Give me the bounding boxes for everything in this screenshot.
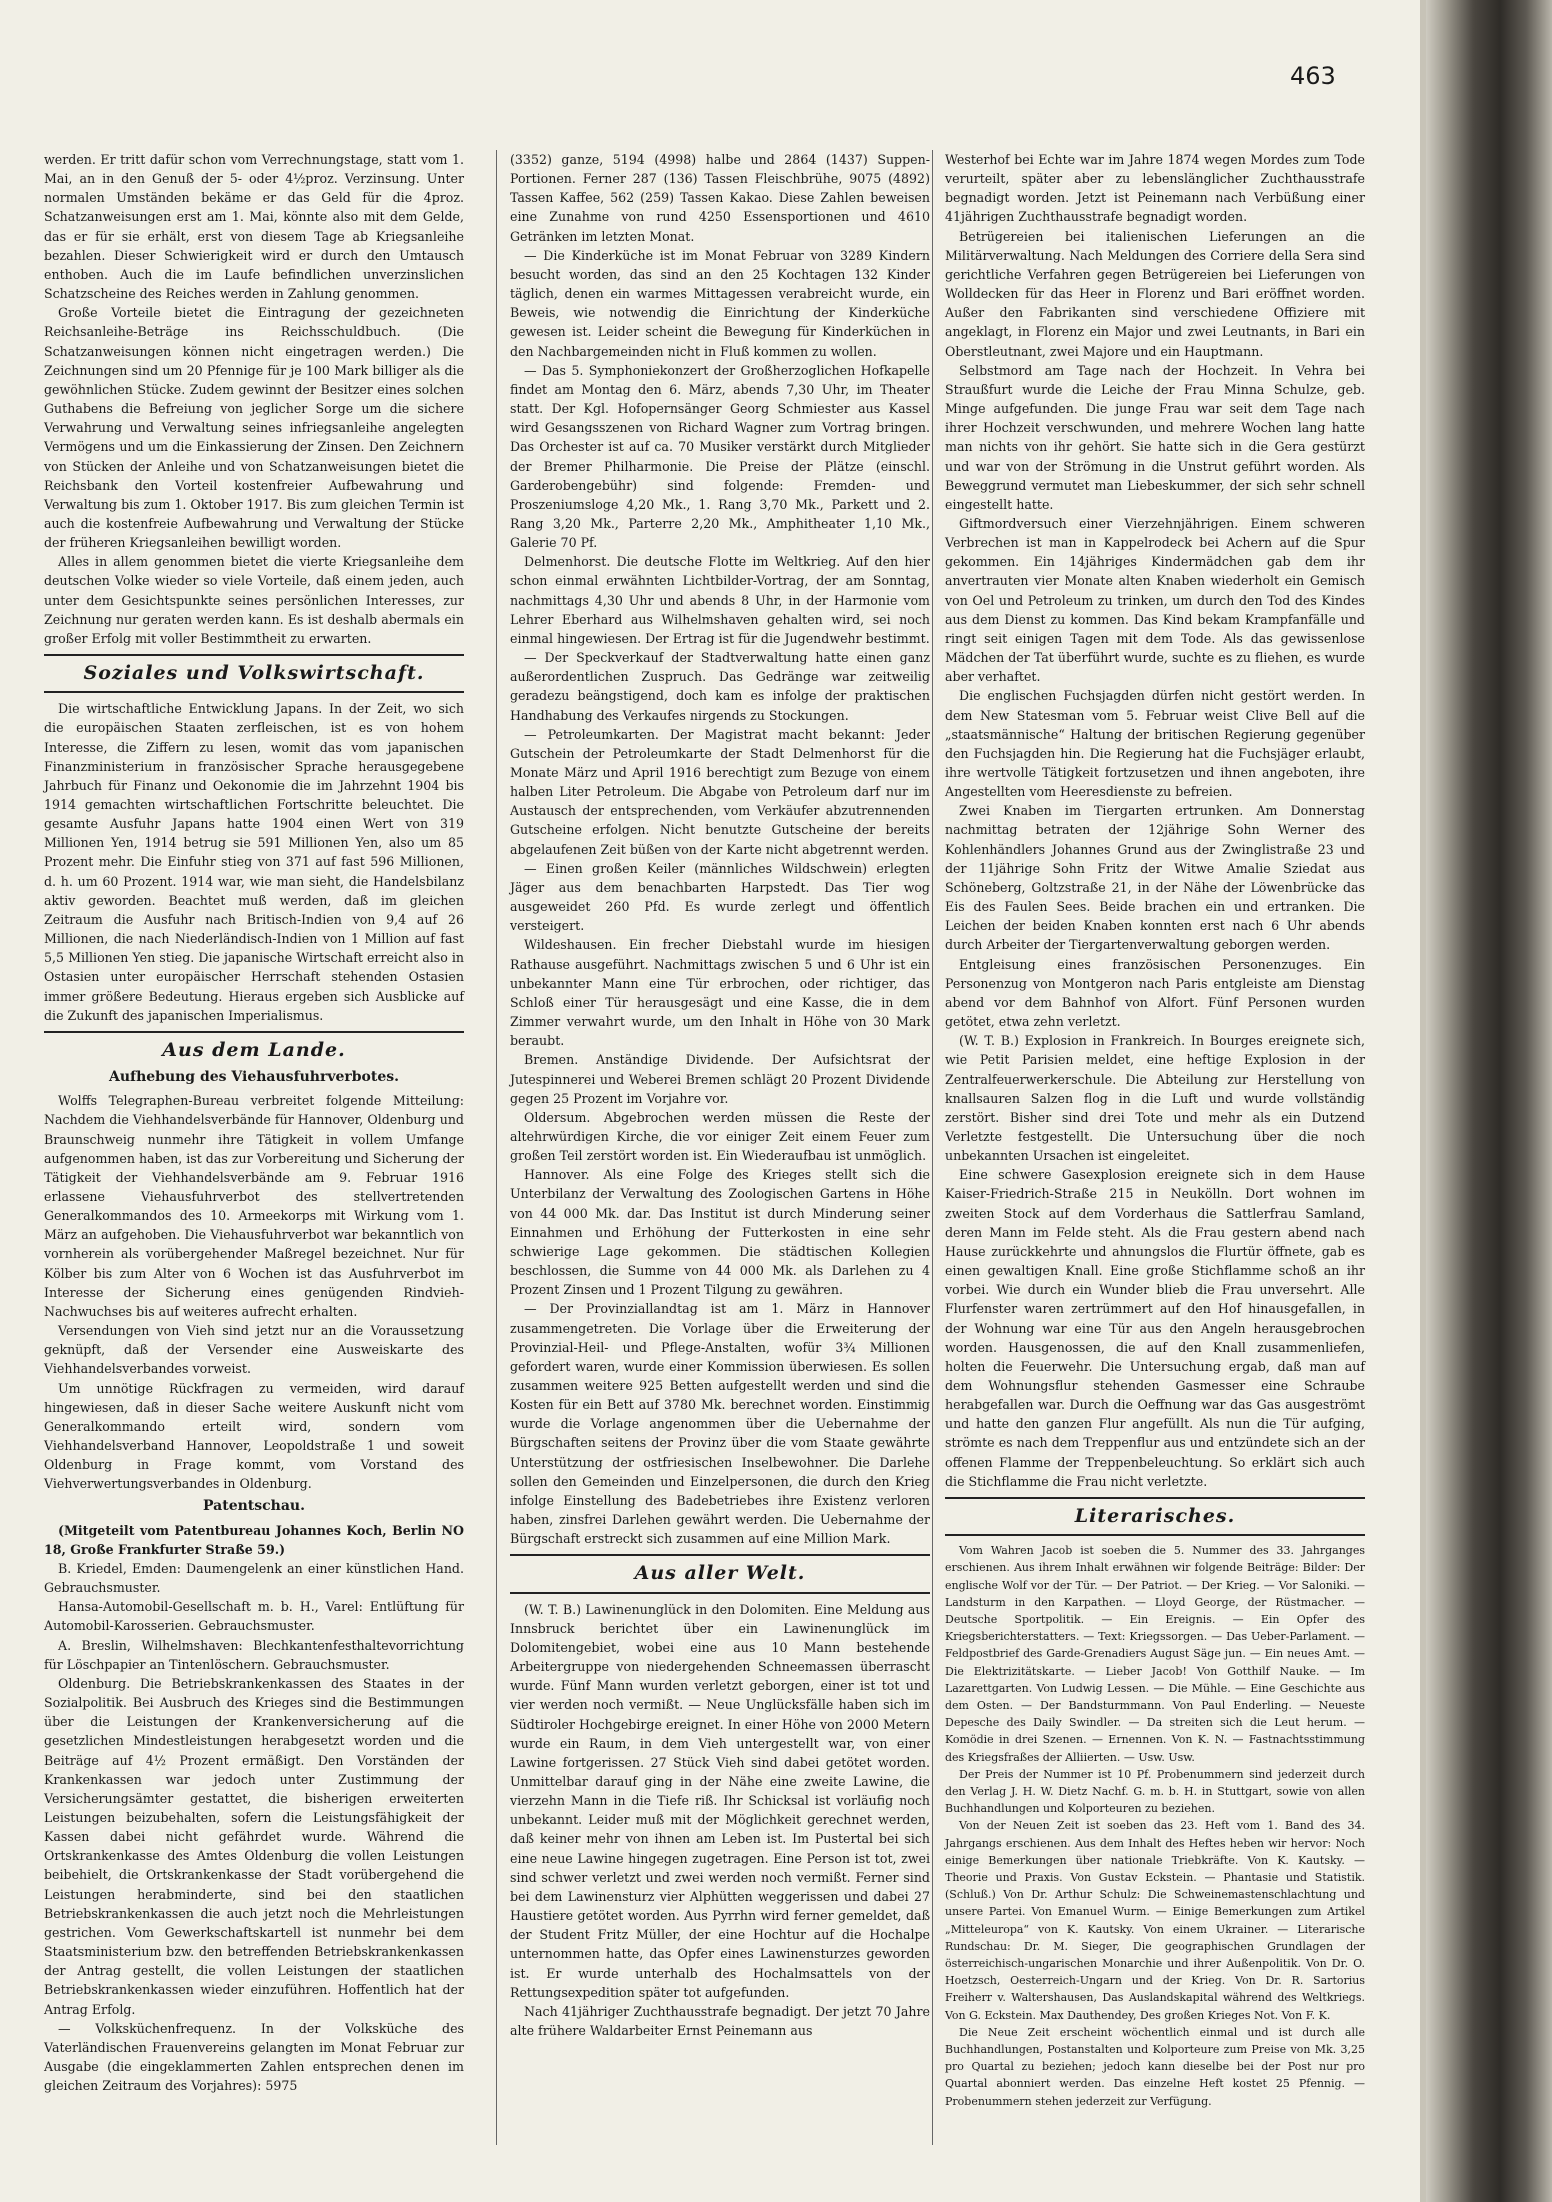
- column-divider: [932, 150, 933, 2145]
- paragraph: Vom Wahren Jacob ist soeben die 5. Nummer des 33. Jahrganges erschienen. Aus ihrem Inhalt erwähnen wir folgende Beiträge: Bilder: Der englische Wolf vor der Tür. — Der Patriot. — Der Krieg. — Vor Saloniki. — Landsturm in den Karpathen. — Lloyd George, der Rüstmacher. — Deutsche Sportpolitik. — Ein Ereignis. — Ein Opfer des Kriegsberichterstatters. — Text: Kriegssorgen. — Das Ueber-Parlament. — Feldpostbrief des Garde-Grenadiers August Säge jun. — Ein neues Amt. — Die Elektrizitätskarte. — Lieber Jacob! Von Gotthilf Nauke. — Im Lazarettgarten. Von Ludwig Lessen. — Die Mühle. — Eine Geschichte aus dem Osten. — Der Bandsturmmann. Von Paul Enderling. — Neueste Depesche des Daily Swindler. — Da streiten sich die Leut herum. — Komödie in drei Szenen. — Ernennen. Von K. N. — Fastnachtsstimmung des Kriegsfraßes der Alliierten. — Usw. Usw.: [945, 1544, 1365, 1764]
- paragraph: Bremen. Anständige Dividende. Der Aufsichtsrat der Jutespinnerei und Weberei Bremen schlägt 20 Prozent Dividende gegen 25 Prozent im Vorjahre vor.: [510, 1052, 930, 1106]
- paragraph: Eine schwere Gasexplosion ereignete sich in dem Hause Kaiser-Friedrich-Straße 215 in Neukölln. Dort wohnen im zweiten Stock auf dem Vorderhaus die Sattlerfrau Samland, deren Mann im Felde steht. Als die Frau gestern abend nach Hause zurückkehrte und ahnungslos die Flurtür öffnete, gab es einen gewaltigen Knall. Eine große Stichflamme schoß an ihr vorbei. Wie durch ein Wunder blieb die Frau unversehrt. Alle Flurfenster waren zertrümmert auf den Hof hinausgefallen, in der Wohnung war eine Tür aus den Angeln herausgebrochen worden. Hausgenossen, die auf den Knall zusammenliefen, holten die Feuerwehr. Die Untersuchung ergab, daß man auf dem Wohnungsflur stehenden Gasmesser eine Schraube herabgefallen war. Durch die Oeffnung war das Gas ausgeströmt und hatte den ganzen Flur angefüllt. Als nun die Tür aufging, strömte es nach dem Treppenflur aus und entzündete sich an der offenen Flamme der Treppenbeleuchtung. So erklärt sich auch die Stichflamme die Frau nicht verletzte.: [945, 1167, 1365, 1489]
- page-number: 463: [1290, 62, 1336, 90]
- paragraph: Versendungen von Vieh sind jetzt nur an die Voraussetzung geknüpft, daß der Versender eine Ausweiskarte des Viehhandelsverbandes vorweist.: [44, 1323, 464, 1377]
- paragraph: — Der Speckverkauf der Stadtverwaltung hatte einen ganz außerordentlichen Zuspruch. Das Gedränge war zeitweilig geradezu beängstigend, doch kam es infolge der praktischen Handhabung des Verkaufes nirgends zu Stockungen.: [510, 650, 930, 723]
- column-1: [44, 150, 464, 2095]
- paragraph: B. Kriedel, Emden: Daumengelenk an einer künstlichen Hand. Gebrauchsmuster.: [44, 1560, 464, 1596]
- column-divider: [496, 150, 497, 2145]
- section-rule: [510, 1592, 930, 1594]
- paragraph: Giftmordversuch einer Vierzehnjährigen. Einem schweren Verbrechen ist man in Kappelrodeck bei Achern auf die Spur gekommen. Ein 14jähriges Kindermädchen gab dem ihr anvertrauten vier Monate alten Knaben wiederholt ein Gemisch von Oel und Petroleum zu trinken, um durch den Tod des Kindes aus dem Dienst zu kommen. Das Kind bekam Krampfanfälle und ringt seit einigen Tagen mit dem Tode. Als das gewissenlose Mädchen der Tat überführt wurde, suchte es zu fliehen, es wurde aber verhaftet.: [945, 515, 1365, 685]
- section-heading: Literarisches.: [1074, 1504, 1236, 1527]
- paragraph: — Die Kinderküche ist im Monat Februar von 3289 Kindern besucht worden, das sind an den 25 Kochtagen 132 Kinder täglich, denen ein warmes Mittagessen verabreicht wurde, ein Beweis, wie notwendig die Einrichtung der Kinderküche gewesen ist. Leider scheint die Bewegung für Kinderküchen in den Nachbargemeinden nicht in Fluß kommen zu wollen.: [510, 247, 930, 359]
- paragraph: Um unnötige Rückfragen zu vermeiden, wird darauf hingewiesen, daß in dieser Sache weitere Auskunft nicht vom Generalkommando erteilt wird, sondern vom Viehhandelsverband Hannover, Leopoldstraße 1 und soweit Oldenburg in Frage kommt, vom Vorstand des Viehverwertungsverbandes in Oldenburg.: [44, 1380, 464, 1492]
- article-heading: Patentschau.: [203, 1498, 305, 1515]
- column-3: [945, 150, 1365, 2110]
- column-2: [510, 150, 930, 2040]
- paragraph: — Das 5. Symphoniekonzert der Großherzoglichen Hofkapelle findet am Montag den 6. März, abends 7,30 Uhr, im Theater statt. Der Kgl. Hofopernsänger Georg Schmiester aus Kassel wird Gesangsszenen von Richard Wagner zum Vortrag bringen. Das Orchester ist auf ca. 70 Musiker verstärkt durch Mitglieder der Bremer Philharmonie. Die Preise der Plätze (einschl. Garderobengebühr) sind folgende: Fremden- und Proszeniumsloge 4,20 Mk., 1. Rang 3,70 Mk., Parkett und 2. Rang 3,20 Mk., Parterre 2,20 Mk., Amphitheater 1,10 Mk., Galerie 70 Pf.: [510, 362, 930, 551]
- paragraph: Delmenhorst. Die deutsche Flotte im Weltkrieg. Auf den hier schon einmal erwähnten Lichtbilder-Vortrag, der am Sonntag, nachmittags 4,30 Uhr und abends 8 Uhr, in der Harmonie vom Lehrer Eberhard aus Wilhelmshaven gehalten wird, sei noch einmal hingewiesen. Der Ertrag ist für die Jugendwehr bestimmt.: [510, 554, 930, 646]
- paragraph: Oldersum. Abgebrochen werden müssen die Reste der altehrwürdigen Kirche, die vor einiger Zeit einem Feuer zum großen Teil zerstört worden ist. Ein Wiederaufbau ist unmöglich.: [510, 1109, 930, 1164]
- paragraph: Wildeshausen. Ein frecher Diebstahl wurde im hiesigen Rathause ausgeführt. Nachmittags zwischen 5 und 6 Uhr ist ein unbekannter Mann eine Tür erbrochen, oder richtiger, das Schloß einer Tür herausgesägt und eine Kasse, die in dem Zimmer verwahrt wurde, um den Inhalt in Höhe von 30 Mark beraubt.: [510, 937, 930, 1049]
- section-rule: [945, 1497, 1365, 1499]
- paragraph: Der Preis der Nummer ist 10 Pf. Probenummern sind jederzeit durch den Verlag J. H. W. Dietz Nachf. G. m. b. H. in Stuttgart, sowie von allen Buchhandlungen und Kolporteuren zu beziehen.: [945, 1767, 1365, 1816]
- article-heading: Aufhebung des Viehausfuhrverbotes.: [109, 1069, 399, 1086]
- section-rule: [945, 1534, 1365, 1536]
- paragraph: (3352) ganze, 5194 (4998) halbe und 2864 (1437) Suppen-Portionen. Ferner 287 (136) Tassen Fleischbrühe, 9075 (4892) Tassen Kaffee, 562 (259) Tassen Kakao. Diese Zahlen beweisen eine Zunahme von rund 4250 Essensportionen und 4610 Getränken im letzten Monat.: [510, 152, 930, 244]
- paragraph: (W. T. B.) Explosion in Frankreich. In Bourges ereignete sich, wie Petit Parisien meldet, eine heftige Explosion in der Zentralfeuerwerkerschule. Die Abteilung zur Herstellung von knallsauren Salzen flog in die Luft und wurde vollständig zerstört. Bisher sind drei Tote und mehr als ein Dutzend Verletzte festgestellt. Die Untersuchung über die noch unbekannten Ursachen ist eingeleitet.: [945, 1033, 1365, 1164]
- paragraph: Entgleisung eines französischen Personenzuges. Ein Personenzug von Montgeron nach Paris entgleiste am Dienstag abend vor dem Bahnhof von Alfort. Fünf Personen wurden getötet, etwa zehn verletzt.: [945, 956, 1365, 1030]
- section-rule: [44, 1031, 464, 1033]
- paragraph: — Volksküchenfrequenz. In der Volksküche des Vaterländischen Frauenvereins gelangten im Monat Februar zur Ausgabe (die eingeklammerten Zahlen entsprechen denen im gleichen Zeitraum des Vorjahres): 5975: [44, 2020, 464, 2094]
- section-rule: [44, 691, 464, 693]
- section-rule: [510, 1554, 930, 1556]
- section-heading: Aus dem Lande.: [162, 1038, 346, 1061]
- paragraph: Die wirtschaftliche Entwicklung Japans. In der Zeit, wo sich die europäischen Staaten zerfleischen, ist es von hohem Interesse, die Ziffern zu lesen, womit das vom japanischen Finanzministerium in französischer Sprache herausgegebene Jahrbuch für Finanz und Oekonomie die im Jahrzehnt 1904 bis 1914 gemachten wirtschaftlichen Fortschritte beleuchtet. Die gesamte Ausfuhr Japans hatte 1904 einen Wert von 319 Millionen Yen, 1914 betrug sie 591 Millionen Yen, also um 85 Prozent mehr. Die Einfuhr stieg von 371 auf fast 596 Millionen, d. h. um 60 Prozent. 1914 war, wie man sieht, die Handelsbilanz aktiv geworden. Beachtet muß werden, daß im gleichen Zeitraum die Ausfuhr nach Britisch-Indien von 9,4 auf 26 Millionen, die nach Niederländisch-Indien von 1 Million auf fast 5,5 Millionen Yen stieg. Die japanische Wirtschaft erreicht also in Ostasien unter europäischer Herrschaft stehenden Ostasien immer größere Bedeutung. Hieraus ergeben sich Ausblicke auf die Zukunft des japanischen Imperialismus.: [44, 701, 464, 1023]
- paragraph: Selbstmord am Tage nach der Hochzeit. In Vehra bei Straußfurt wurde die Leiche der Frau Minna Schulze, geb. Minge aufgefunden. Die junge Frau war seit dem Tage nach ihrer Hochzeit verschwunden, und mehrere Wochen lang hatte man nichts von ihr gehört. Sie hatte sich in die Gera gestürzt und war von der Strömung in die Unstrut geführt worden. Als Beweggrund vermutet man Liebeskummer, der sich sehr schnell eingestellt hatte.: [945, 362, 1365, 512]
- paragraph: — Der Provinziallandtag ist am 1. März in Hannover zusammengetreten. Die Vorlage über die Erweiterung der Provinzial-Heil- und Pflege-Anstalten, wofür 3¾ Millionen gefordert waren, wurde einer Kommission überwiesen. Es sollen zusammen weitere 925 Betten aufgestellt werden und sind die Kosten für ein Bett auf 3780 Mk. berechnet worden. Einstimmig wurde die Vorlage angenommen über die Uebernahme der Bürgschaften seitens der Provinz über die vom Staate gewährte Unterstützung der ostfriesischen Inselbewohner. Die Darlehe sollen den Gemeinden und Einzelpersonen, die durch den Krieg infolge Einstellung des Badebetriebes ihre Existenz verloren haben, zinsfrei Darlehen gewährt werden. Die Uebernahme der Bürgschaft erstreckt sich zusammen auf eine Million Mark.: [510, 1301, 930, 1547]
- section-heading: Aus aller Welt.: [634, 1562, 806, 1585]
- section-heading: Soziales und Volkswirtschaft.: [83, 662, 425, 685]
- paragraph: — Petroleumkarten. Der Magistrat macht bekannt: Jeder Gutschein der Petroleumkarte der Stadt Delmenhorst für die Monate März und April 1916 berechtigt zum Bezuge von einem halben Liter Petroleum. Die Abgabe von Petroleum darf nur im Austausch der entsprechenden, vom Verkäufer abzutrennenden Gutscheine erfolgen. Nicht benutzte Gutscheine der bereits abgelaufenen Zeit büßen von der Karte nicht abgetrennt werden.: [510, 726, 930, 857]
- paragraph: Die Neue Zeit erscheint wöchentlich einmal und ist durch alle Buchhandlungen, Postanstalten und Kolporteure zum Preise von Mk. 3,25 pro Quartal zu beziehen; jedoch kann dieselbe bei der Post nur pro Quartal abonniert werden. Das einzelne Heft kostet 25 Pfennig. — Probenummern stehen jederzeit zur Verfügung.: [945, 2025, 1365, 2108]
- paragraph: Von der Neuen Zeit ist soeben das 23. Heft vom 1. Band des 34. Jahrgangs erschienen. Aus dem Inhalt des Heftes heben wir hervor: Noch einige Bemerkungen über nationale Triebkräfte. Von K. Kautsky. — Theorie und Praxis. Von Gustav Eckstein. — Phantasie und Statistik. (Schluß.) Von Dr. Arthur Schulz: Die Schweinemastenschlachtung und unsere Partei. Von Emanuel Wurm. — Einige Bemerkungen zum Artikel „Mitteleuropa“ von K. Kautsky. Von einem Ukrainer. — Literarische Rundschau: Dr. M. Sieger, Die geographischen Grundlagen der österreichisch-ungarischen Monarchie und ihrer Außenpolitik. Von Dr. O. Hoetzsch, Oesterreich-Ungarn und der Krieg. Von Dr. R. Sartorius Freiherr v. Waltershausen, Das Auslandskapital während des Weltkriegs. Von G. Eckstein. Max Dauthendey, Des großen Krieges Not. Von F. K.: [945, 1819, 1365, 2022]
- paragraph: Betrügereien bei italienischen Lieferungen an die Militärverwaltung. Nach Meldungen des Corriere della Sera sind gerichtliche Verfahren gegen Betrügereien bei Lieferungen von Wolldecken für das Heer in Florenz und Bari eröffnet worden. Außer den Fabrikanten sind verschiedene Offiziere mit angeklagt, in Florenz ein Major und zwei Leutnants, in Bari ein Oberstleutnant, zwei Majore und ein Hauptmann.: [945, 228, 1365, 359]
- paragraph: (W. T. B.) Lawinenunglück in den Dolomiten. Eine Meldung aus Innsbruck berichtet über ein Lawinenunglück im Dolomitengebiet, wobei eine aus 10 Mann bestehende Arbeitergruppe von niedergehenden Schneemassen überrascht wurde. Fünf Mann wurden verletzt geborgen, einer ist tot und vier werden noch vermißt. — Neue Unglücksfälle haben sich im Südtiroler Hochgebirge ereignet. In einer Höhe von 2000 Metern wurde ein Raum, in dem Vieh untergestellt war, von einer Lawine fortgerissen. 27 Stück Vieh sind dabei getötet worden. Unmittelbar darauf ging in der Nähe eine zweite Lawine, die vierzehn Mann in die Tiefe riß. Ihr Schicksal ist vorläufig noch unbekannt. Leider muß mit der Möglichkeit gerechnet werden, daß keiner mehr von ihnen am Leben ist. Im Pustertal bei sich eine neue Lawine hingegen zugetragen. Eine Person ist tot, zwei sind schwer verletzt und zwei werden noch vermißt. Ferner sind bei dem Lawinensturz vier Alphütten weggerissen und dabei 27 Haustiere getötet worden. Aus Pyrrhn wird ferner gemeldet, daß der Student Fritz Müller, der eine Hochtur auf die Hochalpe unternommen hatte, das Opfer eines Lawinensturzes geworden ist. Er wurde unterhalb des Hochalmsattels von der Rettungsexpedition später tot aufgefunden.: [510, 1601, 930, 2000]
- paragraph: Hansa-Automobil-Gesellschaft m. b. H., Varel: Entlüftung für Automobil-Karosserien. Gebrauchsmuster.: [44, 1599, 464, 1634]
- page-edge: [1420, 0, 1426, 2202]
- paragraph: Oldenburg. Die Betriebskrankenkassen des Staates in der Sozialpolitik. Bei Ausbruch des Krieges sind die Bestimmungen über die Leistungen der Krankenversicherung auf die gesetzlichen Mindestleistungen herabgesetzt worden und die Beiträge auf 4½ Prozent ermäßigt. Den Vorständen der Krankenkassen war jedoch unter Zustimmung der Versicherungsämter gestattet, die bisherigen erweiterten Leistungen beizubehalten, sofern die Leistungsfähigkeit der Kassen dabei nicht gefährdet wurde. Während die Ortskrankenkasse des Amtes Oldenburg die vollen Leistungen beibehielt, die Ortskrankenkasse der Stadt vorübergehend die Leistungen herabminderte, sind bei den staatlichen Betriebskrankenkassen die auch jetzt noch die Mehrleistungen gestrichen. Vom Gewerkschaftskartell ist nunmehr bei dem Staatsministerium bzw. den betreffenden Betriebskrankenkassen der Antrag gestellt, die vollen Leistungen der staatlichen Betriebskrankenkassen wieder einzuführen. Hoffentlich hat der Antrag Erfolg.: [44, 1675, 464, 2017]
- paragraph: A. Breslin, Wilhelmshaven: Blechkantenfesthaltevorrichtung für Löschpapier an Tintenlöschern. Gebrauchsmuster.: [44, 1637, 464, 1672]
- paragraph: — Einen großen Keiler (männliches Wildschwein) erlegten Jäger aus dem benachbarten Harpstedt. Das Tier wog ausgeweidet 260 Pfd. Es wurde zerlegt und öffentlich versteigert.: [510, 860, 930, 934]
- paragraph: werden. Er tritt dafür schon vom Verrechnungstage, statt vom 1. Mai, an in den Genuß der 5- oder 4½proz. Verzinsung. Unter normalen Umständen bekäme er das Geld für die 4proz. Schatzanweisungen erst am 1. Mai, könnte also mit dem Gelde, das er für sie erhält, erst von diesem Tage ab Kriegsanleihe bezahlen. Dieser Schwierigkeit wird er durch den Umtausch enthoben. Auch die im Laufe befindlichen unverzinslichen Schatzscheine des Reiches werden in Zahlung genommen.: [44, 152, 464, 302]
- paragraph: Alles in allem genommen bietet die vierte Kriegsanleihe dem deutschen Volke wieder so viele Vorteile, daß einem jeden, auch unter dem Gesichtspunkte seines persönlichen Interesses, zur Zeichnung nur geraten werden kann. Es ist deshalb abermals ein großer Erfolg mit voller Bestimmtheit zu erwarten.: [44, 554, 464, 646]
- section-rule: [44, 654, 464, 656]
- paragraph: Große Vorteile bietet die Eintragung der gezeichneten Reichsanleihe-Beträge ins Reichsschuldbuch. (Die Schatzanweisungen können nicht eingetragen werden.) Die Zeichnungen sind um 20 Pfennige für je 100 Mark billiger als die gewöhnlichen Stücke. Zudem gewinnt der Besitzer eines solchen Guthabens die Befreiung von jeglicher Sorge um die sichere Verwahrung und Verwaltung seines infriegsanleihe angelegten Vermögens und um die Einkassierung der Zinsen. Den Zeichnern von Stücken der Anleihe und von Schatzanweisungen bietet die Reichsbank den Vorteil kostenfreier Aufbewahrung und Verwaltung bis zum 1. Oktober 1917. Bis zum gleichen Termin ist auch die kostenfreie Aufbewahrung und Verwaltung der Stücke der früheren Kriegsanleihen bewilligt worden.: [44, 305, 464, 551]
- paragraph: Zwei Knaben im Tiergarten ertrunken. Am Donnerstag nachmittag betraten der 12jährige Sohn Werner des Kohlenhändlers Johannes Grund aus der Zwinglistraße 23 und der 11jährige Sohn Fritz der Witwe Amalie Sziedat aus Schöneberg, Goltzstraße 21, in der Nähe der Löwenbrücke das Eis des Faulen Sees. Beide brachen ein und ertranken. Die Leichen der beiden Knaben konnten erst nach 6 Uhr abends durch Arbeiter der Tiergartenverwaltung geborgen werden.: [945, 803, 1365, 953]
- paragraph: Nach 41jähriger Zuchthausstrafe begnadigt. Der jetzt 70 Jahre alte frühere Waldarbeiter Ernst Peinemann aus: [510, 2003, 930, 2038]
- paragraph: Wolffs Telegraphen-Bureau verbreitet folgende Mitteilung: Nachdem die Viehhandelsverbände für Hannover, Oldenburg und Braunschweig nunmehr ihre Tätigkeit in vollem Umfange aufgenommen haben, ist das zur Vorbereitung und Sicherung der Tätigkeit der Viehhandelsverbände am 9. Februar 1916 erlassene Viehausfuhrverbot des stellvertretenden Generalkommandos des 10. Armeekorps mit Wirkung vom 1. März an aufgehoben. Die Viehausfuhrverbot war bekanntlich von vornherein als vorübergehender Maßregel bezeichnet. Nur für Kölber bis zum Alter von 6 Wochen ist das Ausfuhrverbot im Interesse der Sicherung eines genügenden Rindvieh-Nachwuchses bis auf weiteres aufrecht erhalten.: [44, 1093, 464, 1319]
- paragraph: (Mitgeteilt vom Patentbureau Johannes Koch, Berlin NO 18, Große Frankfurter Straße 59.): [44, 1522, 464, 1557]
- book-binding: [1422, 0, 1552, 2202]
- paragraph: Die englischen Fuchsjagden dürfen nicht gestört werden. In dem New Statesman vom 5. Februar weist Clive Bell auf die „staatsmännische“ Haltung der britischen Regierung gegenüber den Fuchsjagden hin. Die Regierung hat die Fuchsjäger erlaubt, ihre wertvolle Tätigkeit fortzusetzen und ihnen angeboten, ihre Angestellten vom Heeresdienste zu befreien.: [945, 688, 1365, 800]
- paragraph: Westerhof bei Echte war im Jahre 1874 wegen Mordes zum Tode verurteilt, später aber zu lebenslänglicher Zuchthausstrafe begnadigt worden. Jetzt ist Peinemann nach Verbüßung einer 41jährigen Zuchthausstrafe begnadigt worden.: [945, 152, 1365, 225]
- paragraph: Hannover. Als eine Folge des Krieges stellt sich die Unterbilanz der Verwaltung des Zoologischen Gartens in Höhe von 44 000 Mk. dar. Das Institut ist durch Minderung seiner Einnahmen und Erhöhung der Futterkosten in eine sehr schwierige Lage gekommen. Die städtischen Kollegien beschlossen, die Summe von 44 000 Mk. als Darlehen zu 4 Prozent Zinsen und 1 Prozent Tilgung zu gewähren.: [510, 1167, 930, 1298]
